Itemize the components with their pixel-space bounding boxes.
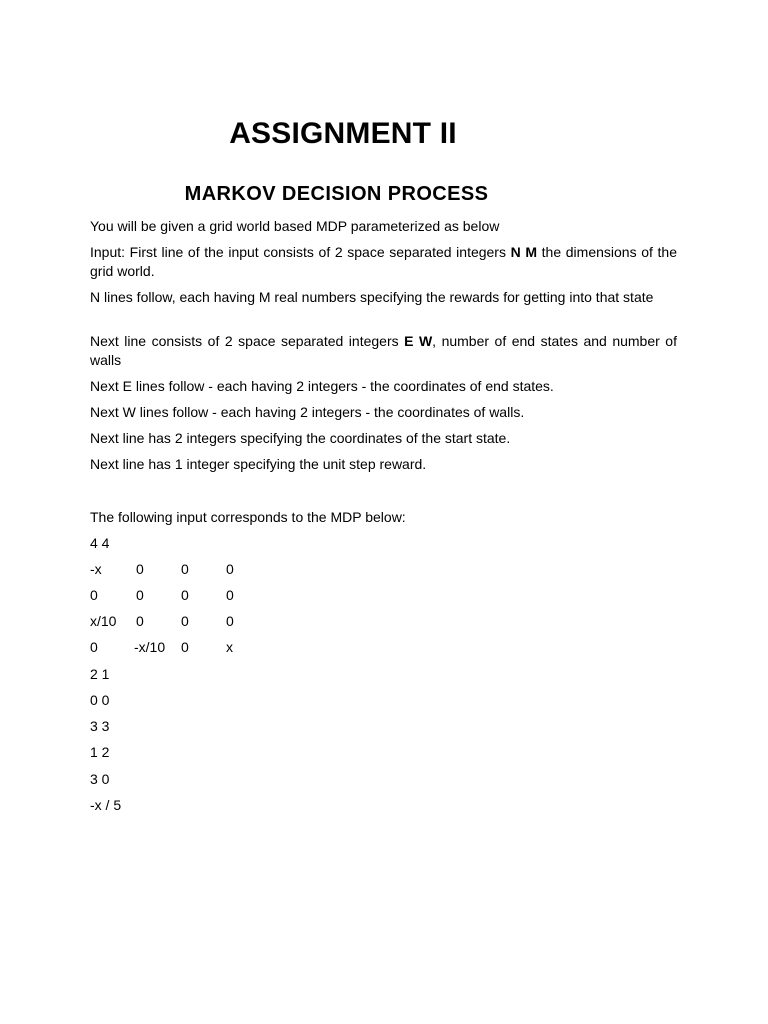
ew-text-after: , number of end states and number of walls [90,333,677,368]
grid-cell: 0 [136,561,144,577]
example-start-state-line: 3 0 [90,771,110,787]
document-subtitle: MARKOV DECISION PROCESS [184,183,489,205]
example-end-state-line: 0 0 [90,692,110,708]
document-title: ASSIGNMENT II [229,117,457,150]
grid-cell: 0 [181,613,189,629]
example-wall-line: 1 2 [90,744,110,760]
end-states-paragraph: Next E lines follow - each having 2 integers - the coordinates of end states. [90,378,554,394]
input-spec-bold-nm: N M [510,244,538,260]
example-intro-paragraph: The following input corresponds to the MDP below: [90,509,406,525]
example-dimensions-line: 4 4 [90,535,110,551]
grid-cell: 0 [90,639,98,655]
ew-text-before: Next line consists of 2 space separated integers [90,333,405,349]
grid-cell: 0 [226,561,234,577]
input-spec-text-before: Input: First line of the input consists of 2 space separated integers [90,244,511,260]
grid-cell: 0 [181,587,189,603]
input-spec-paragraph [90,243,677,281]
example-step-reward-line: -x / 5 [90,797,122,813]
step-reward-paragraph: Next line has 1 integer specifying the unit step reward. [90,456,427,472]
rewards-paragraph: N lines follow, each having M real numbers specifying the rewards for getting into that state [90,289,654,305]
grid-cell: 0 [181,639,189,655]
grid-cell: 0 [226,613,234,629]
grid-cell: 0 [136,587,144,603]
walls-paragraph: Next W lines follow - each having 2 integers - the coordinates of walls. [90,404,525,420]
grid-cell: 0 [226,587,234,603]
ew-paragraph [90,332,677,370]
grid-cell: 0 [181,561,189,577]
ew-bold: E W [404,333,433,349]
grid-cell: x/10 [90,613,117,629]
input-spec-text-after: the dimensions of the grid world. [90,244,677,279]
grid-cell: x [226,639,233,655]
start-state-paragraph: Next line has 2 integers specifying the coordinates of the start state. [90,430,511,446]
example-counts-line: 2 1 [90,666,110,682]
intro-paragraph: You will be given a grid world based MDP parameterized as below [90,218,500,234]
grid-cell: 0 [90,587,98,603]
grid-cell: -x [90,561,102,577]
grid-cell: -x/10 [134,639,166,655]
grid-cell: 0 [136,613,144,629]
example-end-state-line: 3 3 [90,718,110,734]
